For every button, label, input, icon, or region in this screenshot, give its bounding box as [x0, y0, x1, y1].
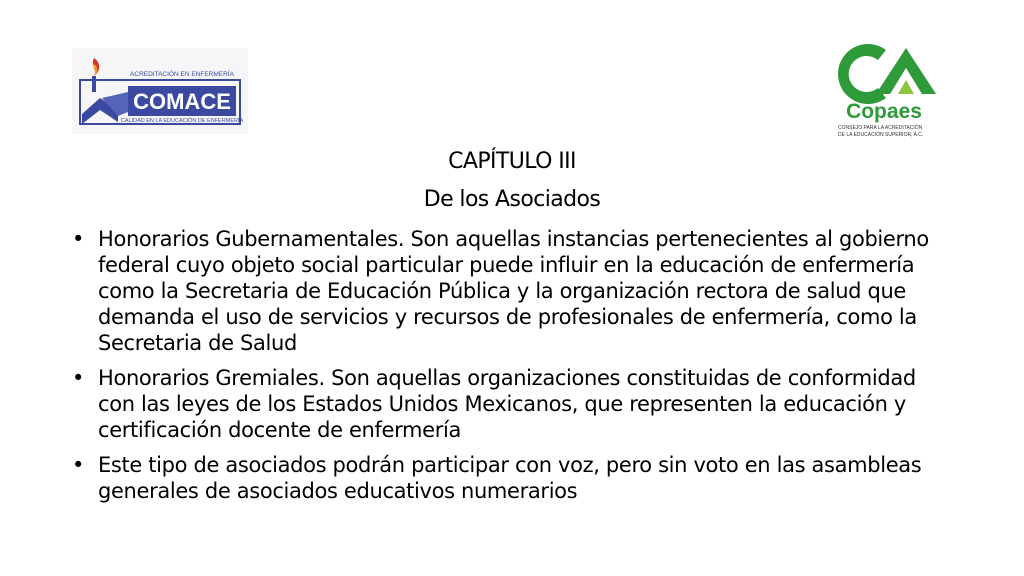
copaes-subtitle-1: CONSEJO PARA LA ACREDITACIÓN [838, 125, 923, 131]
comace-top-text: ACREDITACIÓN EN ENFERMERÍA [130, 71, 234, 78]
bullet-marker: • [72, 453, 85, 477]
bullet-text: . Son aquellas organizaciones constituidas de conformidad con las leyes de los Estados Unidos Mexicanos, que representen la educación y certificación docente de enfermería [98, 366, 916, 442]
bullet-item-gubernamentales [72, 226, 932, 356]
copaes-name: Copaes [846, 100, 922, 123]
bullet-term: Honorarios Gubernamentales. [98, 227, 405, 251]
c-arc-icon [838, 44, 886, 104]
chapter-title: CAPÍTULO III [448, 149, 576, 174]
comace-name: COMACE [133, 89, 231, 114]
bullet-text: Este tipo de asociados podrán participar con voz, pero sin voto en las asambleas generales de asociados educativos numerarios [98, 453, 922, 503]
chapter-subtitle: De los Asociados [423, 187, 601, 212]
bullet-item-gremiales [72, 365, 932, 443]
bullet-text: Son aquellas instancias pertenecientes al gobierno federal cuyo objeto social particular puede influir en la educación de enfermería como la Secretaria de Educación Pública y la organización rectora de salud que demanda el uso de servicios y recursos de profesionales de enfermería, como la Secretaria de Salud [98, 227, 929, 355]
copaes-subtitle-2: DE LA EDUCACIÓN SUPERIOR, A.C. [838, 132, 924, 138]
bullet-marker: • [72, 227, 85, 251]
bullet-list [72, 226, 932, 512]
comace-emblem [72, 48, 248, 134]
copaes-logo [828, 36, 958, 144]
comace-logo [72, 48, 248, 134]
bullet-term: Honorarios Gremiales [98, 366, 319, 390]
bullet-marker: • [72, 366, 85, 390]
comace-bottom-text: CALIDAD EN LA EDUCACIÓN DE ENFERMERÍA [120, 118, 244, 124]
bullet-item-asociados [72, 452, 932, 504]
copaes-emblem [828, 36, 958, 144]
